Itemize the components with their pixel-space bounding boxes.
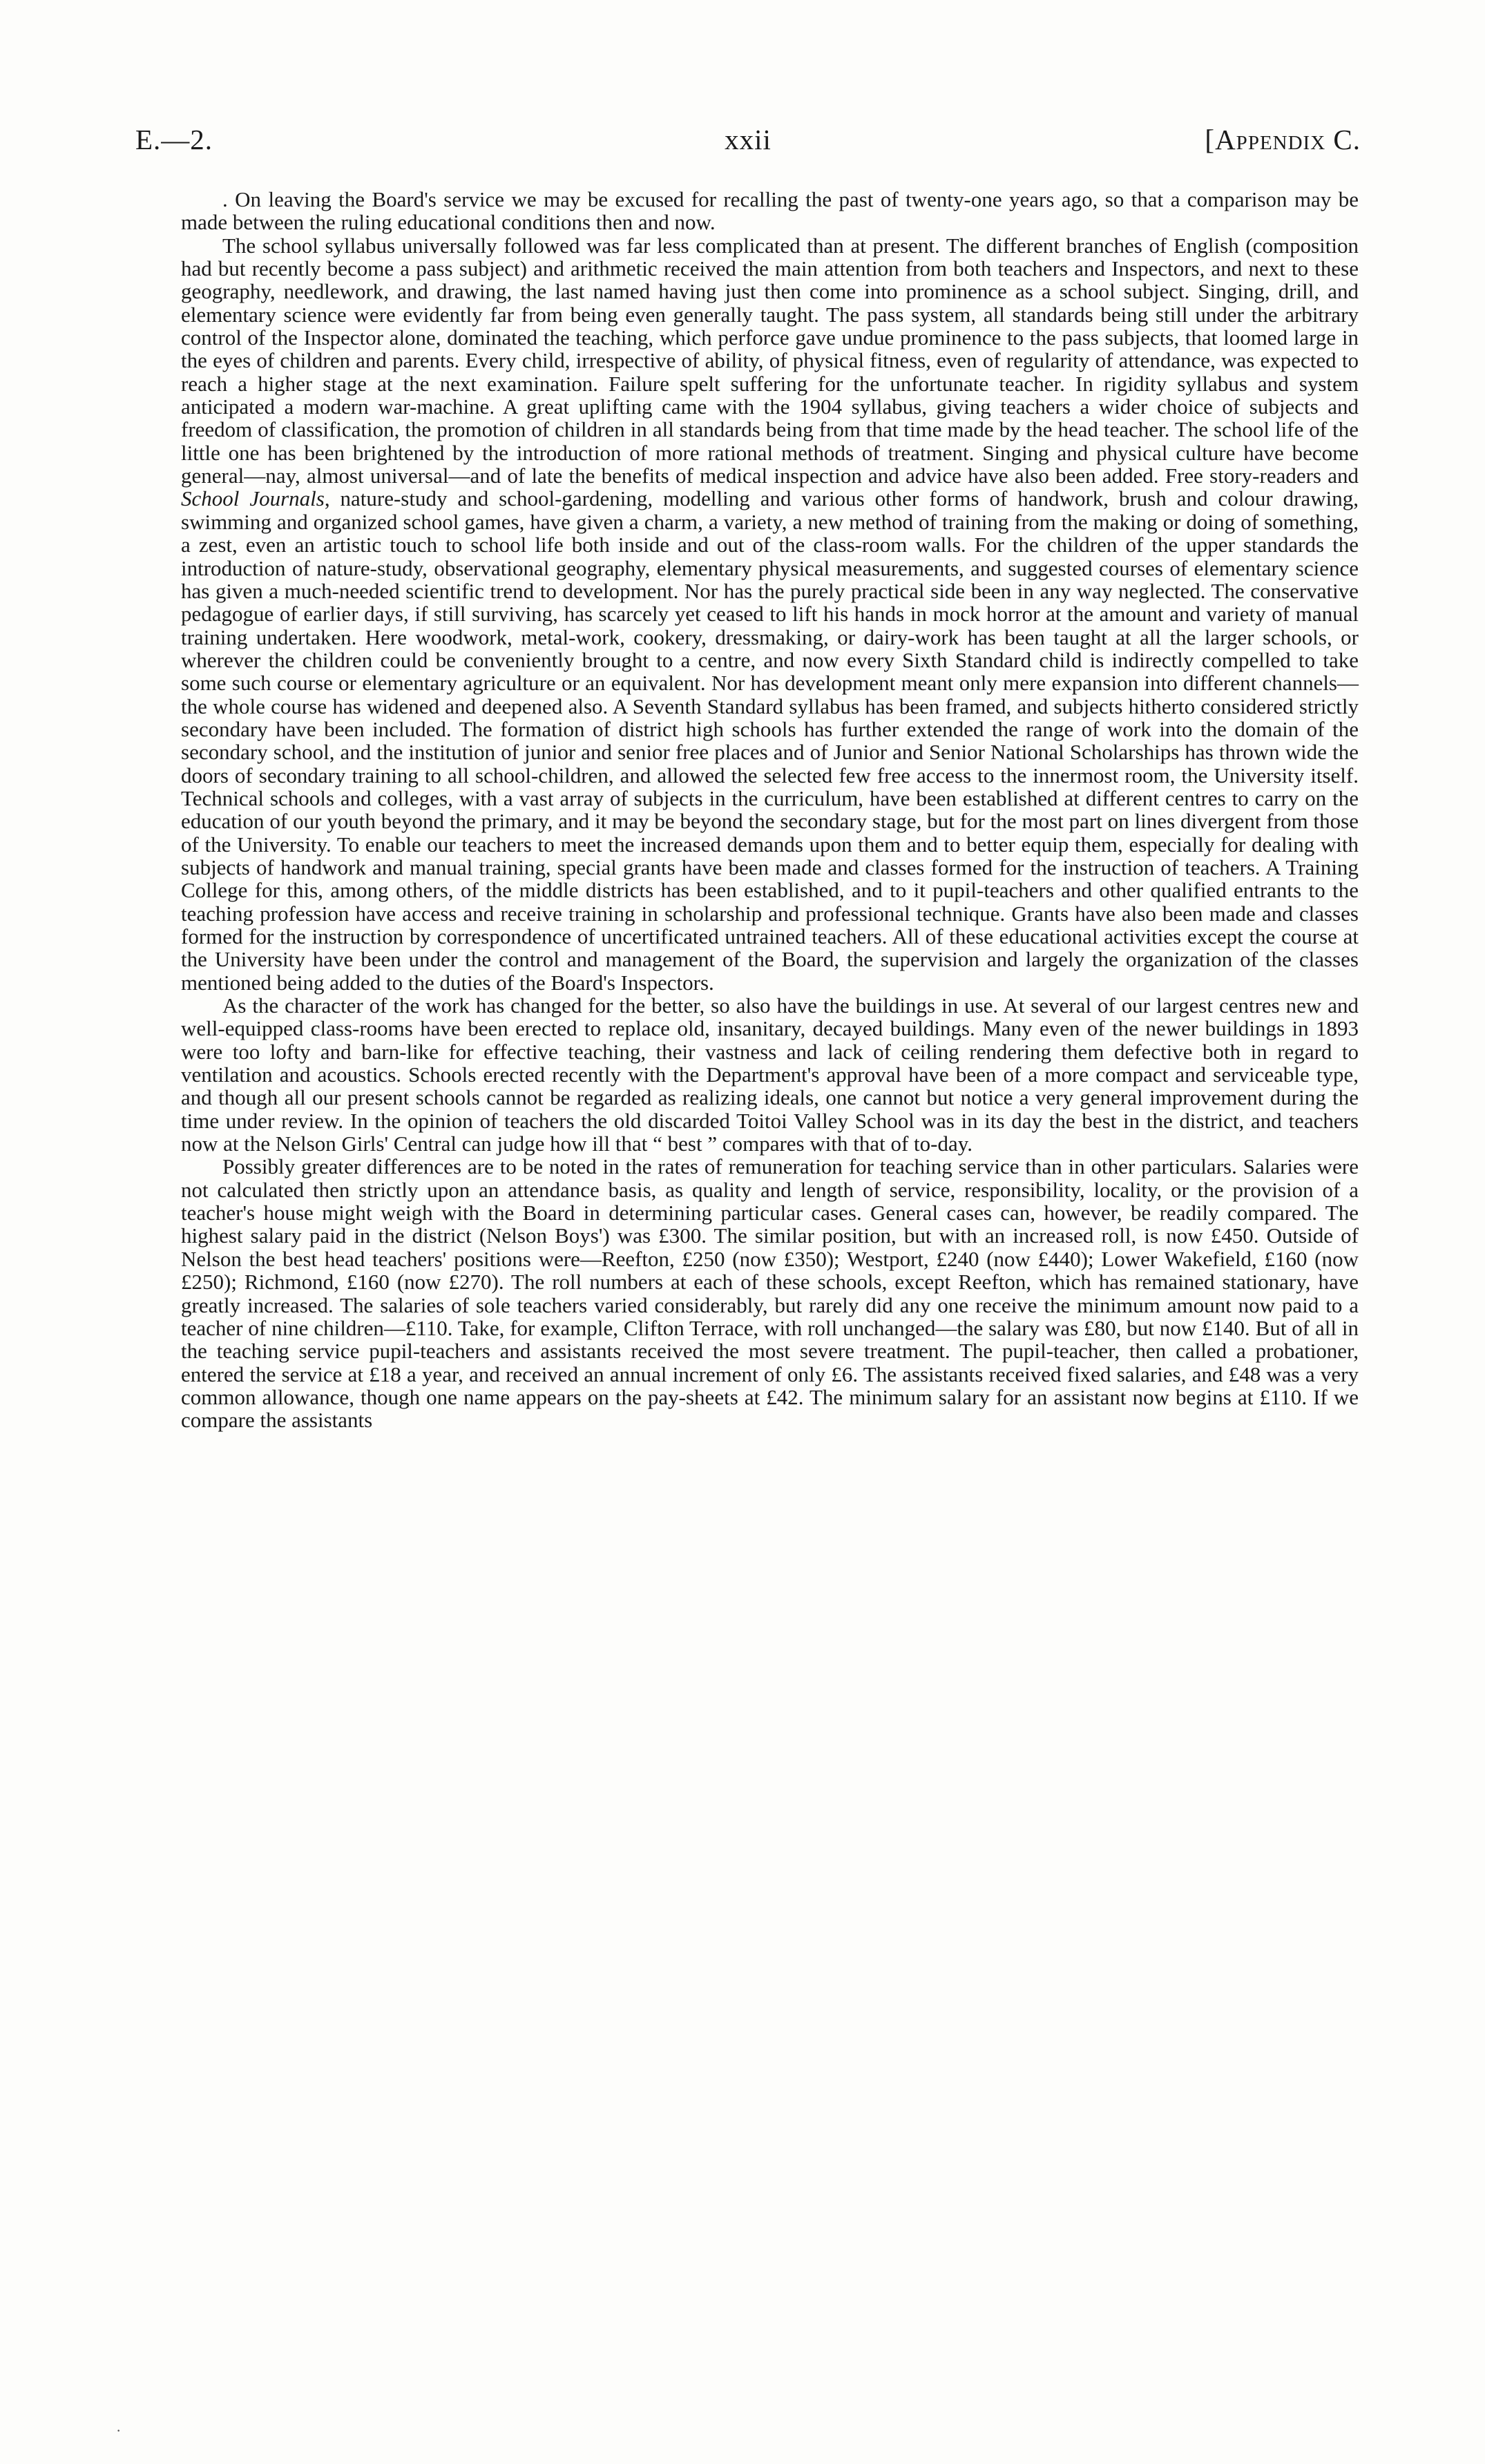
italic-title: School Journals [181,486,325,511]
header-page-number: xxii [725,124,772,155]
header-appendix-label: [Appendix C. [1205,124,1361,155]
paragraph: The school syllabus universally followed was far less complicated than at present. The different branches of English (composition had but recently become a pass subject) and arithmetic received the main attention from both teachers and Inspectors, and next to these geography, needlework, and drawing, the last named having just then come into prominence as a school subject. Singing, drill, and elementary science were evidently far from being even generally taught. The pass system, all standards being still under the arbitrary control of the Inspector alone, dominated the teaching, which perforce gave undue prominence to the pass subjects, that loomed large in the eyes of children and parents. Every child, irrespective of ability, of physical fitness, even of regularity of attendance, was expected to reach a higher stage at the next examination. Failure spelt suffering for the unfortunate teacher. In rigidity syllabus and system anticipated a modern war-machine. A great uplifting came with the 1904 syllabus, giving teachers a wider choice of subjects and freedom of classification, the promotion of children in all standards being from that time made by the head teacher. The school life of the little one has been brightened by the introduction of more rational methods of treatment. Singing and physical culture have become general—nay, almost universal—and of late the benefits of medical inspection and advice have also been added. Free story-readers and School Journals, nature-study and school-gardening, modelling and various other forms of handwork, brush and colour drawing, swimming and organized school games, have given a charm, a variety, a new method of training from the making or doing of something, a zest, even an artistic touch to school life both inside and out of the class-room walls. For the children of the upper standards the introduction of nature-study, observational geography, elementary physical measurements, and suggested courses of elementary science has given a much-needed scientific trend to development. Nor has the purely practical side been in any way neglected. The conservative pedagogue of earlier days, if still surviving, has scarcely yet ceased to lift his hands in mock horror at the amount and variety of manual training undertaken. Here woodwork, metal-work, cookery, dressmaking, or dairy-work has been taught at all the larger schools, or wherever the children could be conveniently brought to a centre, and now every Sixth Standard child is indirectly compelled to take some such course or elementary agriculture or an equivalent. Nor has development meant only mere expansion into different channels—the whole course has widened and deepened also. A Seventh Standard syllabus has been framed, and subjects hitherto considered strictly secondary have been included. The formation of district high schools has further extended the range of work into the domain of the secondary school, and the institution of junior and senior free places and of Junior and Senior National Scholarships has thrown wide the doors of secondary training to all school-children, and allowed the selected few free access to the innermost room, the University itself. Technical schools and colleges, with a vast array of subjects in the curriculum, have been established at different centres to carry on the education of our youth beyond the primary, and it may be beyond the secondary stage, but for the most part on lines divergent from those of the University. To enable our teachers to meet the increased demands upon them and to better equip them, especially for dealing with subjects of handwork and manual training, special grants have been made and classes formed for the instruction of teachers. A Training College for this, among others, of the middle districts has been established, and to it pupil-teachers and other qualified entrants to the teaching profession have access and receive training in scholarship and professional technique. Grants have also been made and classes formed for the instruction by correspondence of uncertificated untrained teachers. All of these educational activities except the course at the University have been under the control and management of the Board, the supervision and largely the organization of the classes mentioned being added to the duties of the Board's Inspectors. [181,233,1359,995]
body-text [181,188,1359,1432]
scan-mark: · [116,2422,122,2439]
paragraph: As the character of the work has changed for the better, so also have the buildings in use. At several of our largest centres new and well-equipped class-rooms have been erected to replace old, insanitary, decayed buildings. Many even of the newer buildings in 1893 were too lofty and barn-like for effective teaching, their vastness and lack of ceiling rendering them defective both in regard to ventilation and acoustics. Schools erected recently with the Department's approval have been of a more compact and serviceable type, and though all our present schools cannot be regarded as realizing ideals, one cannot but notice a very general improvement during the time under review. In the opinion of teachers the old discarded Toitoi Valley School was in its day the best in the district, and teachers now at the Nelson Girls' Central can judge how ill that “ best ” compares with that of to-day. [181,993,1359,1156]
paragraph: . On leaving the Board's service we may be excused for recalling the past of twenty-one years ago, so that a comparison may be made between the ruling educational conditions then and now. [181,187,1359,235]
page-header [135,123,1361,164]
paragraph: Possibly greater differences are to be noted in the rates of remuneration for teaching service than in other particulars. Salaries were not calculated then strictly upon an attendance basis, as quality and length of service, responsibility, locality, or the provision of a teacher's house might weigh with the Board in determining particular cases. General cases can, however, be readily compared. The highest salary paid in the district (Nelson Boys') was £300. The similar position, but with an increased roll, is now £450. Outside of Nelson the best head teachers' positions were—Reefton, £250 (now £350); Westport, £240 (now £440); Lower Wakefield, £160 (now £250); Richmond, £160 (now £270). The roll numbers at each of these schools, except Reefton, which has remained stationary, have greatly increased. The salaries of sole teachers varied considerably, but rarely did any one receive the minimum amount now paid to a teacher of nine children—£110. Take, for example, Clifton Terrace, with roll unchanged—the salary was £80, but now £140. But of all in the teaching service pupil-teachers and assistants received the most severe treatment. The pupil-teacher, then called a probationer, entered the service at £18 a year, and received an annual increment of only £6. The assistants received fixed salaries, and £48 was a very common allowance, though one name appears on the pay-sheets at £42. The minimum salary for an assistant now begins at £110. If we compare the assistants [181,1154,1359,1433]
header-document-code: E.—2. [135,124,213,155]
